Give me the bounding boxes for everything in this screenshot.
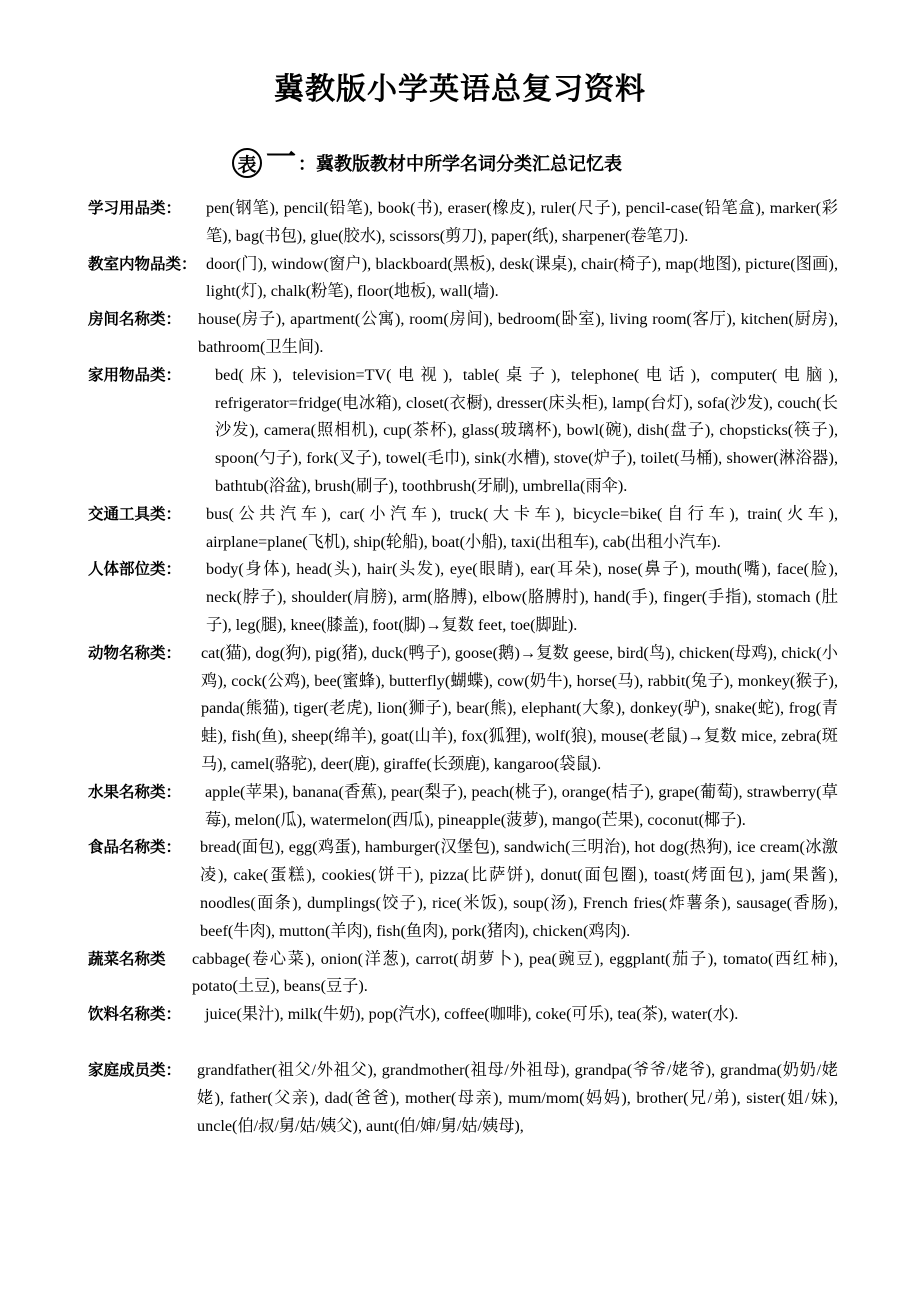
category-label: 水果名称类： — [88, 782, 182, 801]
category-words: bed(床), television=TV(电视), table(桌子), telephone(电话), computer(电脑), refrigerator=fridge(电冰箱), closet(衣橱), dresser(床头柜), lamp(台灯), sofa(沙发), couch(长沙发), camera(照相机), cup(茶杯), glass(玻璃杯), bowl(碗), dish(盘子), chopsticks(筷子), spoon(勺子), fork(叉子), towel(毛巾), sink(水槽), stove(炉子), toilet(马桶), shower(淋浴器), bathtub(浴盆), brush(刷子), toothbrush(牙刷), umbrella(雨伞). — [215, 365, 838, 495]
category-words: grandfather(祖父/外祖父), grandmother(祖母/外祖母), grandpa(爷爷/姥爷), grandma(奶奶/姥姥), father(父亲), dad(爸爸), mother(母亲), mum/mom(妈妈), brother(兄/弟), sister(姐/妹), uncle(伯/叔/舅/姑/姨父), aunt(伯/婶/舅/姑/姨母), — [197, 1060, 838, 1135]
document-title: 冀教版小学英语总复习资料 — [274, 72, 646, 107]
category-label: 蔬菜名称类 — [88, 949, 166, 968]
category-words: door(门), window(窗户), blackboard(黑板), desk(课桌), chair(椅子), map(地图), picture(图画), light(灯), chalk(粉笔), floor(地板), wall(墙). — [206, 254, 838, 301]
vocabulary-entry — [88, 1057, 838, 1140]
vocabulary-entry — [88, 501, 838, 557]
category-label: 房间名称类： — [88, 310, 182, 329]
category-label: 学习用品类： — [88, 199, 182, 217]
category-words: apple(苹果), banana(香蕉), pear(梨子), peach(桃子), orange(桔子), grape(葡萄), strawberry(草莓), melon(瓜), watermelon(西瓜), pineapple(菠萝), mango(芒果), coconut(椰子). — [205, 782, 838, 829]
vocabulary-entry — [88, 640, 838, 779]
category-words: body(身体), head(头), hair(头发), eye(眼睛), ear(耳朵), nose(鼻子), mouth(嘴), face(脸), neck(脖子), shoulder(肩膀), arm(胳膊), elbow(胳膊肘), hand(手), finger(手指), stomach (肚子), leg(腿), knee(膝盖), foot(脚)→复数 feet, toe(脚趾). — [206, 560, 838, 634]
vocabulary-entry — [88, 195, 838, 251]
section-number: 一 — [266, 140, 296, 175]
category-label: 交通工具类： — [88, 504, 182, 523]
category-label: 教室内物品类： — [88, 254, 197, 273]
vocabulary-entry — [88, 556, 838, 639]
vocabulary-entry — [88, 362, 838, 501]
vocabulary-entry — [88, 946, 838, 1002]
circled-table-badge: 表 — [232, 148, 262, 178]
category-label: 动物名称类： — [88, 643, 182, 662]
section-gap — [88, 1029, 838, 1057]
category-label: 家庭成员类： — [88, 1060, 182, 1079]
category-words: house(房子), apartment(公寓), room(房间), bedroom(卧室), living room(客厅), kitchen(厨房), bathroom(卫生间). — [198, 310, 838, 356]
category-words: juice(果汁), milk(牛奶), pop(汽水), coffee(咖啡), coke(可乐), tea(茶), water(水). — [205, 1005, 739, 1024]
category-label: 食品名称类： — [88, 838, 182, 857]
vocabulary-entry — [88, 1001, 838, 1029]
category-words: bread(面包), egg(鸡蛋), hamburger(汉堡包), sandwich(三明治), hot dog(热狗), ice cream(冰激凌), cake(蛋糕), cookies(饼干), pizza(比萨饼), donut(面包圈), toast(烤面包), jam(果酱), noodles(面条), dumplings(饺子), rice(米饭), soup(汤), French fries(炸薯条), sausage(香肠), beef(牛肉), mutton(羊肉), fish(鱼肉), pork(猪肉), chicken(鸡肉). — [200, 838, 838, 940]
category-words: cabbage(卷心菜), onion(洋葱), carrot(胡萝卜), pea(豌豆), eggplant(茄子), tomato(西红柿), potato(土豆), beans(豆子). — [192, 949, 838, 996]
category-words: pen(钢笔), pencil(铅笔), book(书), eraser(橡皮), ruler(尺子), pencil-case(铅笔盒), marker(彩笔), bag(书包), glue(胶水), scissors(剪刀), paper(纸), sharpener(卷笔刀). — [206, 199, 838, 245]
section-heading — [232, 140, 622, 180]
category-label: 家用物品类： — [88, 365, 182, 384]
vocabulary-entry — [88, 834, 838, 945]
category-label: 人体部位类： — [88, 560, 182, 579]
category-words: cat(猫), dog(狗), pig(猪), duck(鸭子), goose(鹅)→复数 geese, bird(鸟), chicken(母鸡), chick(小鸡), cock(公鸡), bee(蜜蜂), butterfly(蝴蝶), cow(奶牛), horse(马), rabbit(兔子), monkey(猴子), panda(熊猫), tiger(老虎), lion(狮子), bear(熊), elephant(大象), donkey(驴), snake(蛇), frog(青蛙), fish(鱼), sheep(绵羊), goat(山羊), fox(狐狸), wolf(狼), mouse(老鼠)→复数 mice, zebra(斑马), camel(骆驼), deer(鹿), giraffe(长颈鹿), kangaroo(袋鼠). — [201, 643, 838, 773]
section-heading-text: ：冀教版教材中所学名词分类汇总记忆表 — [298, 154, 622, 175]
vocabulary-entry — [88, 306, 838, 362]
category-words: bus(公共汽车), car(小汽车), truck(大卡车), bicycle=bike(自行车), train(火车), airplane=plane(飞机), ship(轮船), boat(小船), taxi(出租车), cab(出租小汽车). — [206, 504, 838, 551]
category-label: 饮料名称类： — [88, 1005, 182, 1024]
vocabulary-entry — [88, 779, 838, 835]
vocabulary-list — [88, 195, 838, 1140]
vocabulary-entry — [88, 251, 838, 307]
